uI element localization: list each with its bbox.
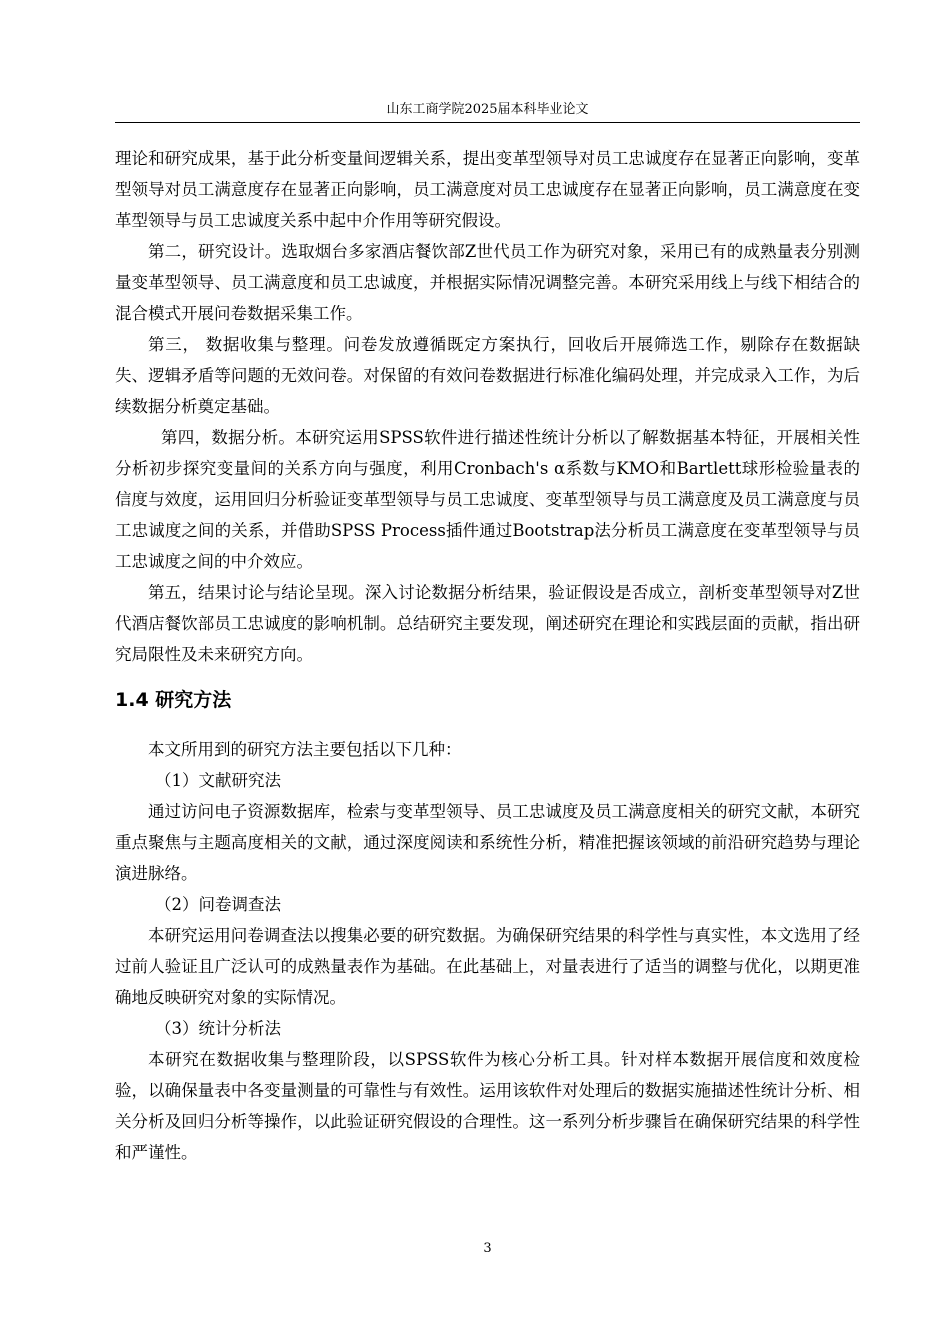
method-text-literature: 通过访问电子资源数据库，检索与变革型领导、员工忠诚度及员工满意度相关的研究文献，本研究重点聚焦与主题高度相关的文献，通过深度阅读和系统性分析，精准把握该领域的前沿研究趋势与理论演进脉络。 bbox=[115, 802, 860, 883]
page-number: 3 bbox=[483, 1241, 492, 1256]
method-title-questionnaire: （2）问卷调查法 bbox=[155, 895, 281, 914]
paragraph-data-analysis: 第四，数据分析。本研究运用SPSS软件进行描述性统计分析以了解数据基本特征，开展相关性分析初步探究变量间的关系方向与强度，利用Cronbach's α系数与KMO和Bartlett球形检验量表的信度与效度，运用回归分析验证变革型领导与员工忠诚度、变革型领导与员工满意度及员工满意度与员工忠诚度之间的关系，并借助SPSS Process插件通过Bootstrap法分析员工满意度在变革型领导与员工忠诚度之间的中介效应。 bbox=[115, 428, 860, 571]
paragraph-results-discussion: 第五，结果讨论与结论呈现。深入讨论数据分析结果，验证假设是否成立，剖析变革型领导对Z世代酒店餐饮部员工忠诚度的影响机制。总结研究主要发现，阐述研究在理论和实践层面的贡献，指出研究局限性及未来研究方向。 bbox=[115, 583, 860, 664]
method-title-literature: （1）文献研究法 bbox=[155, 771, 281, 790]
page-body bbox=[115, 143, 860, 1168]
paragraph-research-design: 第二，研究设计。选取烟台多家酒店餐饮部Z世代员工作为研究对象，采用已有的成熟量表分别测量变革型领导、员工满意度和员工忠诚度，并根据实际情况调整完善。本研究采用线上与线下相结合的混合模式开展问卷数据采集工作。 bbox=[115, 242, 860, 323]
section-heading: 1.4 研究方法 bbox=[115, 689, 232, 711]
method-text-statistics: 本研究在数据收集与整理阶段，以SPSS软件为核心分析工具。针对样本数据开展信度和效度检验，以确保量表中各变量测量的可靠性与有效性。运用该软件对处理后的数据实施描述性统计分析、相关分析及回归分析等操作，以此验证研究假设的合理性。这一系列分析步骤旨在确保研究结果的科学性和严谨性。 bbox=[115, 1050, 860, 1162]
header-rule bbox=[115, 122, 860, 123]
method-title-statistics: （3）统计分析法 bbox=[155, 1019, 281, 1038]
section-intro: 本文所用到的研究方法主要包括以下几种： bbox=[148, 740, 462, 759]
paragraph-continuation: 理论和研究成果，基于此分析变量间逻辑关系，提出变革型领导对员工忠诚度存在显著正向影响，变革型领导对员工满意度存在显著正向影响，员工满意度对员工忠诚度存在显著正向影响，员工满意度在变革型领导与员工忠诚度关系中起中介作用等研究假设。 bbox=[115, 149, 860, 230]
page-header: 山东工商学院2025届本科毕业论文 bbox=[386, 102, 589, 117]
method-text-questionnaire: 本研究运用问卷调查法以搜集必要的研究数据。为确保研究结果的科学性与真实性，本文选用了经过前人验证且广泛认可的成熟量表作为基础。在此基础上，对量表进行了适当的调整与优化，以期更准确地反映研究对象的实际情况。 bbox=[115, 926, 860, 1007]
paragraph-data-collection: 第三， 数据收集与整理。问卷发放遵循既定方案执行，回收后开展筛选工作，剔除存在数据缺失、逻辑矛盾等问题的无效问卷。对保留的有效问卷数据进行标准化编码处理，并完成录入工作，为后续数据分析奠定基础。 bbox=[115, 335, 860, 416]
